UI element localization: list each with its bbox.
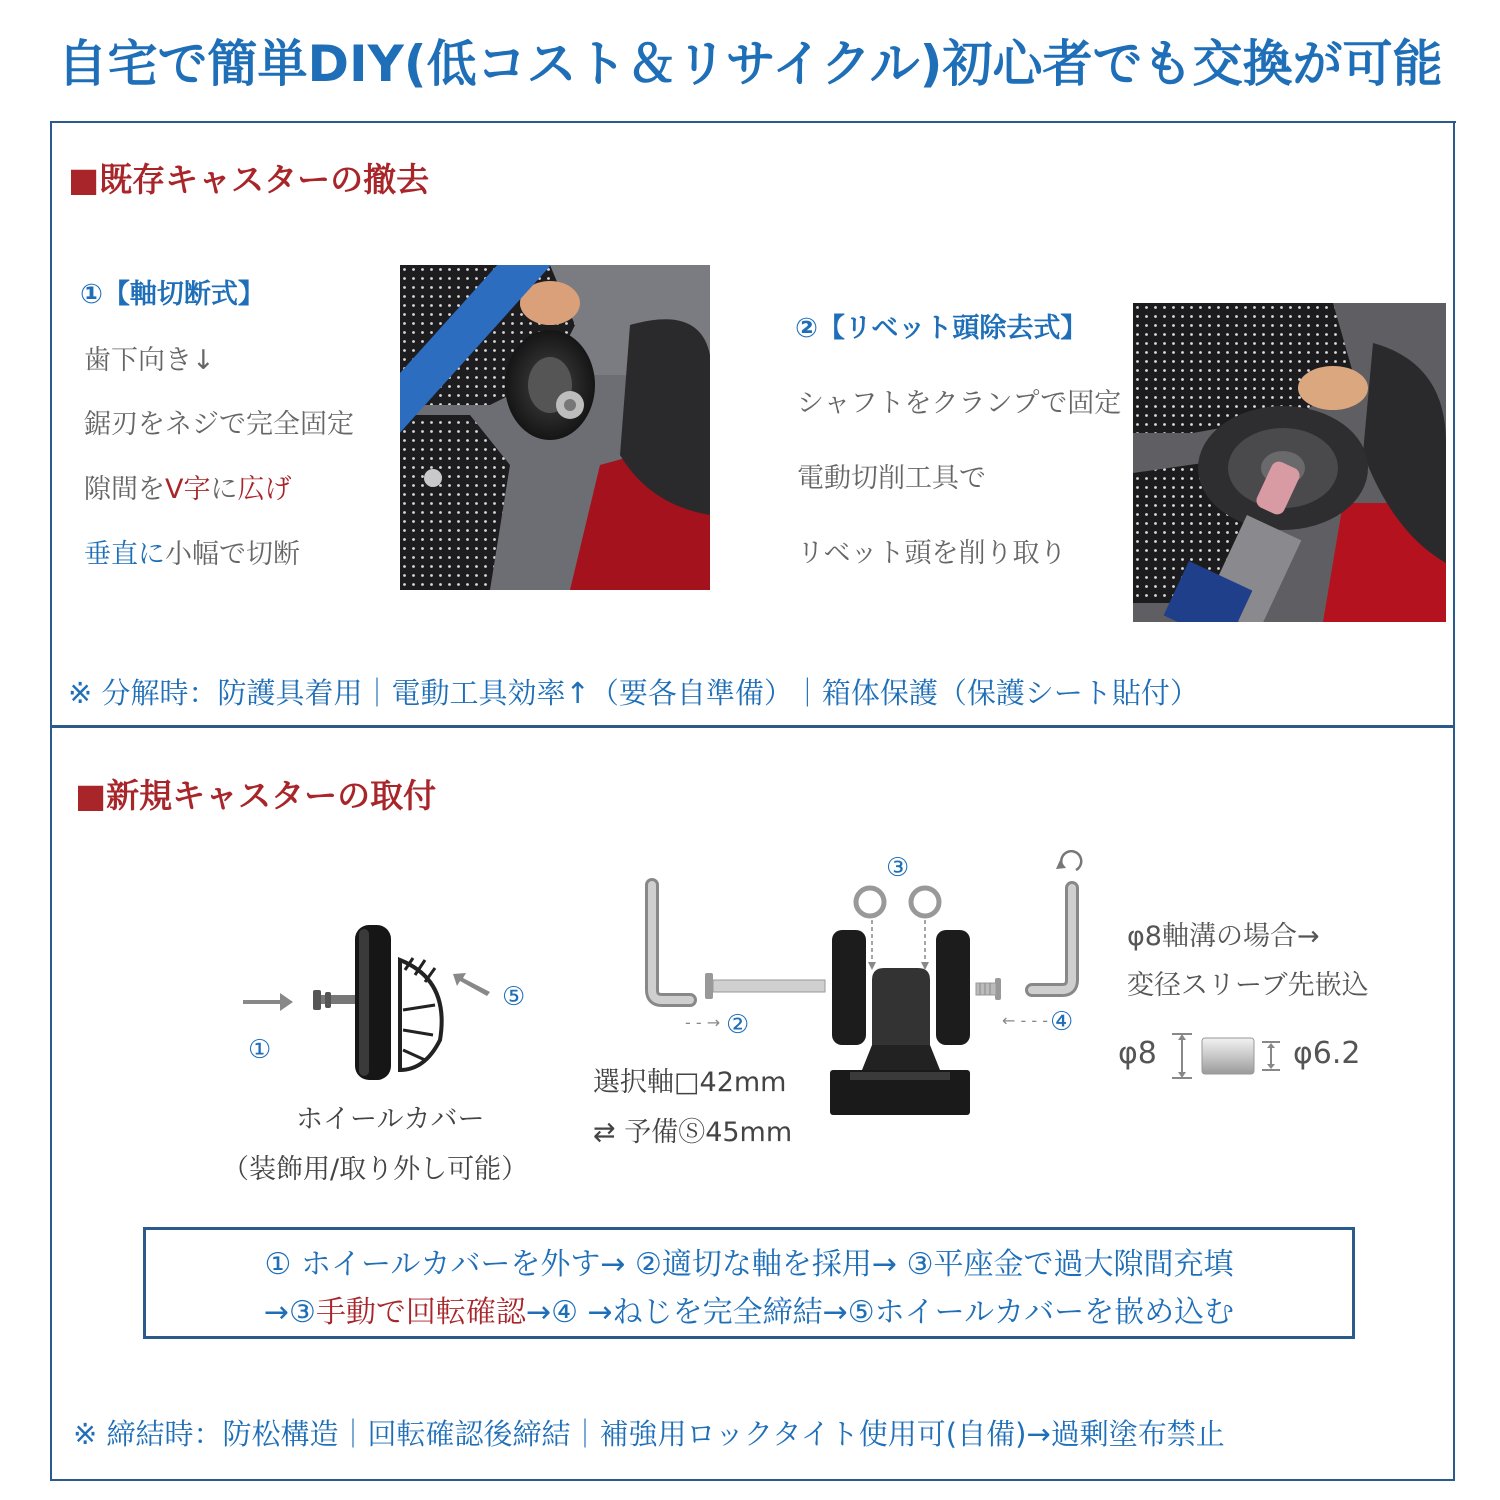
section-divider (50, 725, 1455, 728)
method2-step-2: 電動切削工具で (797, 463, 986, 494)
sleeve-text-1: φ8軸溝の場合→ (1127, 921, 1320, 952)
step3-part-a: 隙間を (84, 474, 165, 505)
procedure-line-2-b: 手動で回転確認 (315, 1295, 526, 1330)
saw-cutting-photo (400, 265, 710, 590)
step3-part-c: に (210, 474, 238, 505)
removal-heading: ■既存キャスターの撤去 (68, 160, 430, 199)
step3-part-d: 広げ (237, 474, 292, 505)
axle-size-label: 選択軸□42mm (593, 1067, 787, 1098)
sleeve-illustration (1168, 1030, 1288, 1082)
frame-right (1453, 121, 1455, 1481)
sleeve-diameter-6-2: φ6.2 (1293, 1036, 1361, 1071)
svg-text:- - →: - - → (685, 1013, 721, 1032)
procedure-line-2-c: →④ →ねじを完全締結→⑤ホイールカバーを嵌め込む (525, 1295, 1235, 1330)
install-note: ※ 締結時：防松構造｜回転確認後締結｜補強用ロックタイト使用可(自備)→過剰塗布禁止 (73, 1417, 1225, 1451)
sleeve-text-2: 変径スリーブ先嵌込 (1127, 970, 1369, 1001)
wheel-cover-illustration (235, 910, 545, 1090)
procedure-line-2-a: →③ (263, 1295, 316, 1330)
step-num-2: ② (726, 1010, 750, 1040)
procedure-line-2 (146, 1287, 1352, 1331)
method1-title: ①【軸切断式】 (80, 279, 265, 310)
frame-top (50, 121, 1456, 123)
rivet-grinding-photo (1133, 303, 1446, 622)
step-num-4: ④ (1050, 1007, 1074, 1037)
step4-part-b: に (138, 539, 165, 570)
method2-step-3: リベット頭を削り取り (797, 538, 1067, 569)
method1-step-3 (84, 467, 291, 506)
wheel-cover-sublabel: （装飾用/取り外し可能） (222, 1154, 529, 1185)
procedure-box (143, 1227, 1355, 1339)
method1-step-2: 鋸刃をネジで完全固定 (84, 409, 354, 440)
step4-part-a: 垂直 (84, 539, 138, 570)
method1-step-1: 歯下向き↓ (84, 345, 215, 376)
procedure-line-1: ① ホイールカバーを外す→ ②適切な軸を採用→ ③平座金で過大隙間充填 (264, 1247, 1234, 1282)
install-heading: ■新規キャスターの取付 (75, 776, 437, 815)
removal-note: ※ 分解時：防護具着用｜電動工具効率↑（要各自準備）｜箱体保護（保護シート貼付） (68, 676, 1199, 710)
page-title: 自宅で簡単DIY(低コスト＆リサイクル)初心者でも交換が可能 (57, 35, 1443, 93)
sleeve-diameter-8: φ8 (1118, 1036, 1157, 1071)
step-num-5: ⑤ (502, 982, 526, 1012)
step4-part-c: 小幅で切断 (165, 539, 300, 570)
step3-part-b: V字 (165, 474, 211, 505)
step-num-1: ① (248, 1035, 272, 1065)
step-num-3: ③ (886, 853, 910, 883)
frame-left (50, 121, 52, 1481)
method2-title: ②【リベット頭除去式】 (795, 313, 1088, 344)
svg-text:← - - -: ← - - - (1002, 1011, 1048, 1030)
frame-bottom (50, 1479, 1455, 1481)
wheel-cover-label: ホイールカバー (296, 1104, 485, 1135)
method2-step-1: シャフトをクランプで固定 (797, 388, 1122, 419)
method1-step-4 (84, 532, 300, 571)
spare-axle-label: ⇄ 予備Ⓢ45mm (593, 1117, 793, 1148)
